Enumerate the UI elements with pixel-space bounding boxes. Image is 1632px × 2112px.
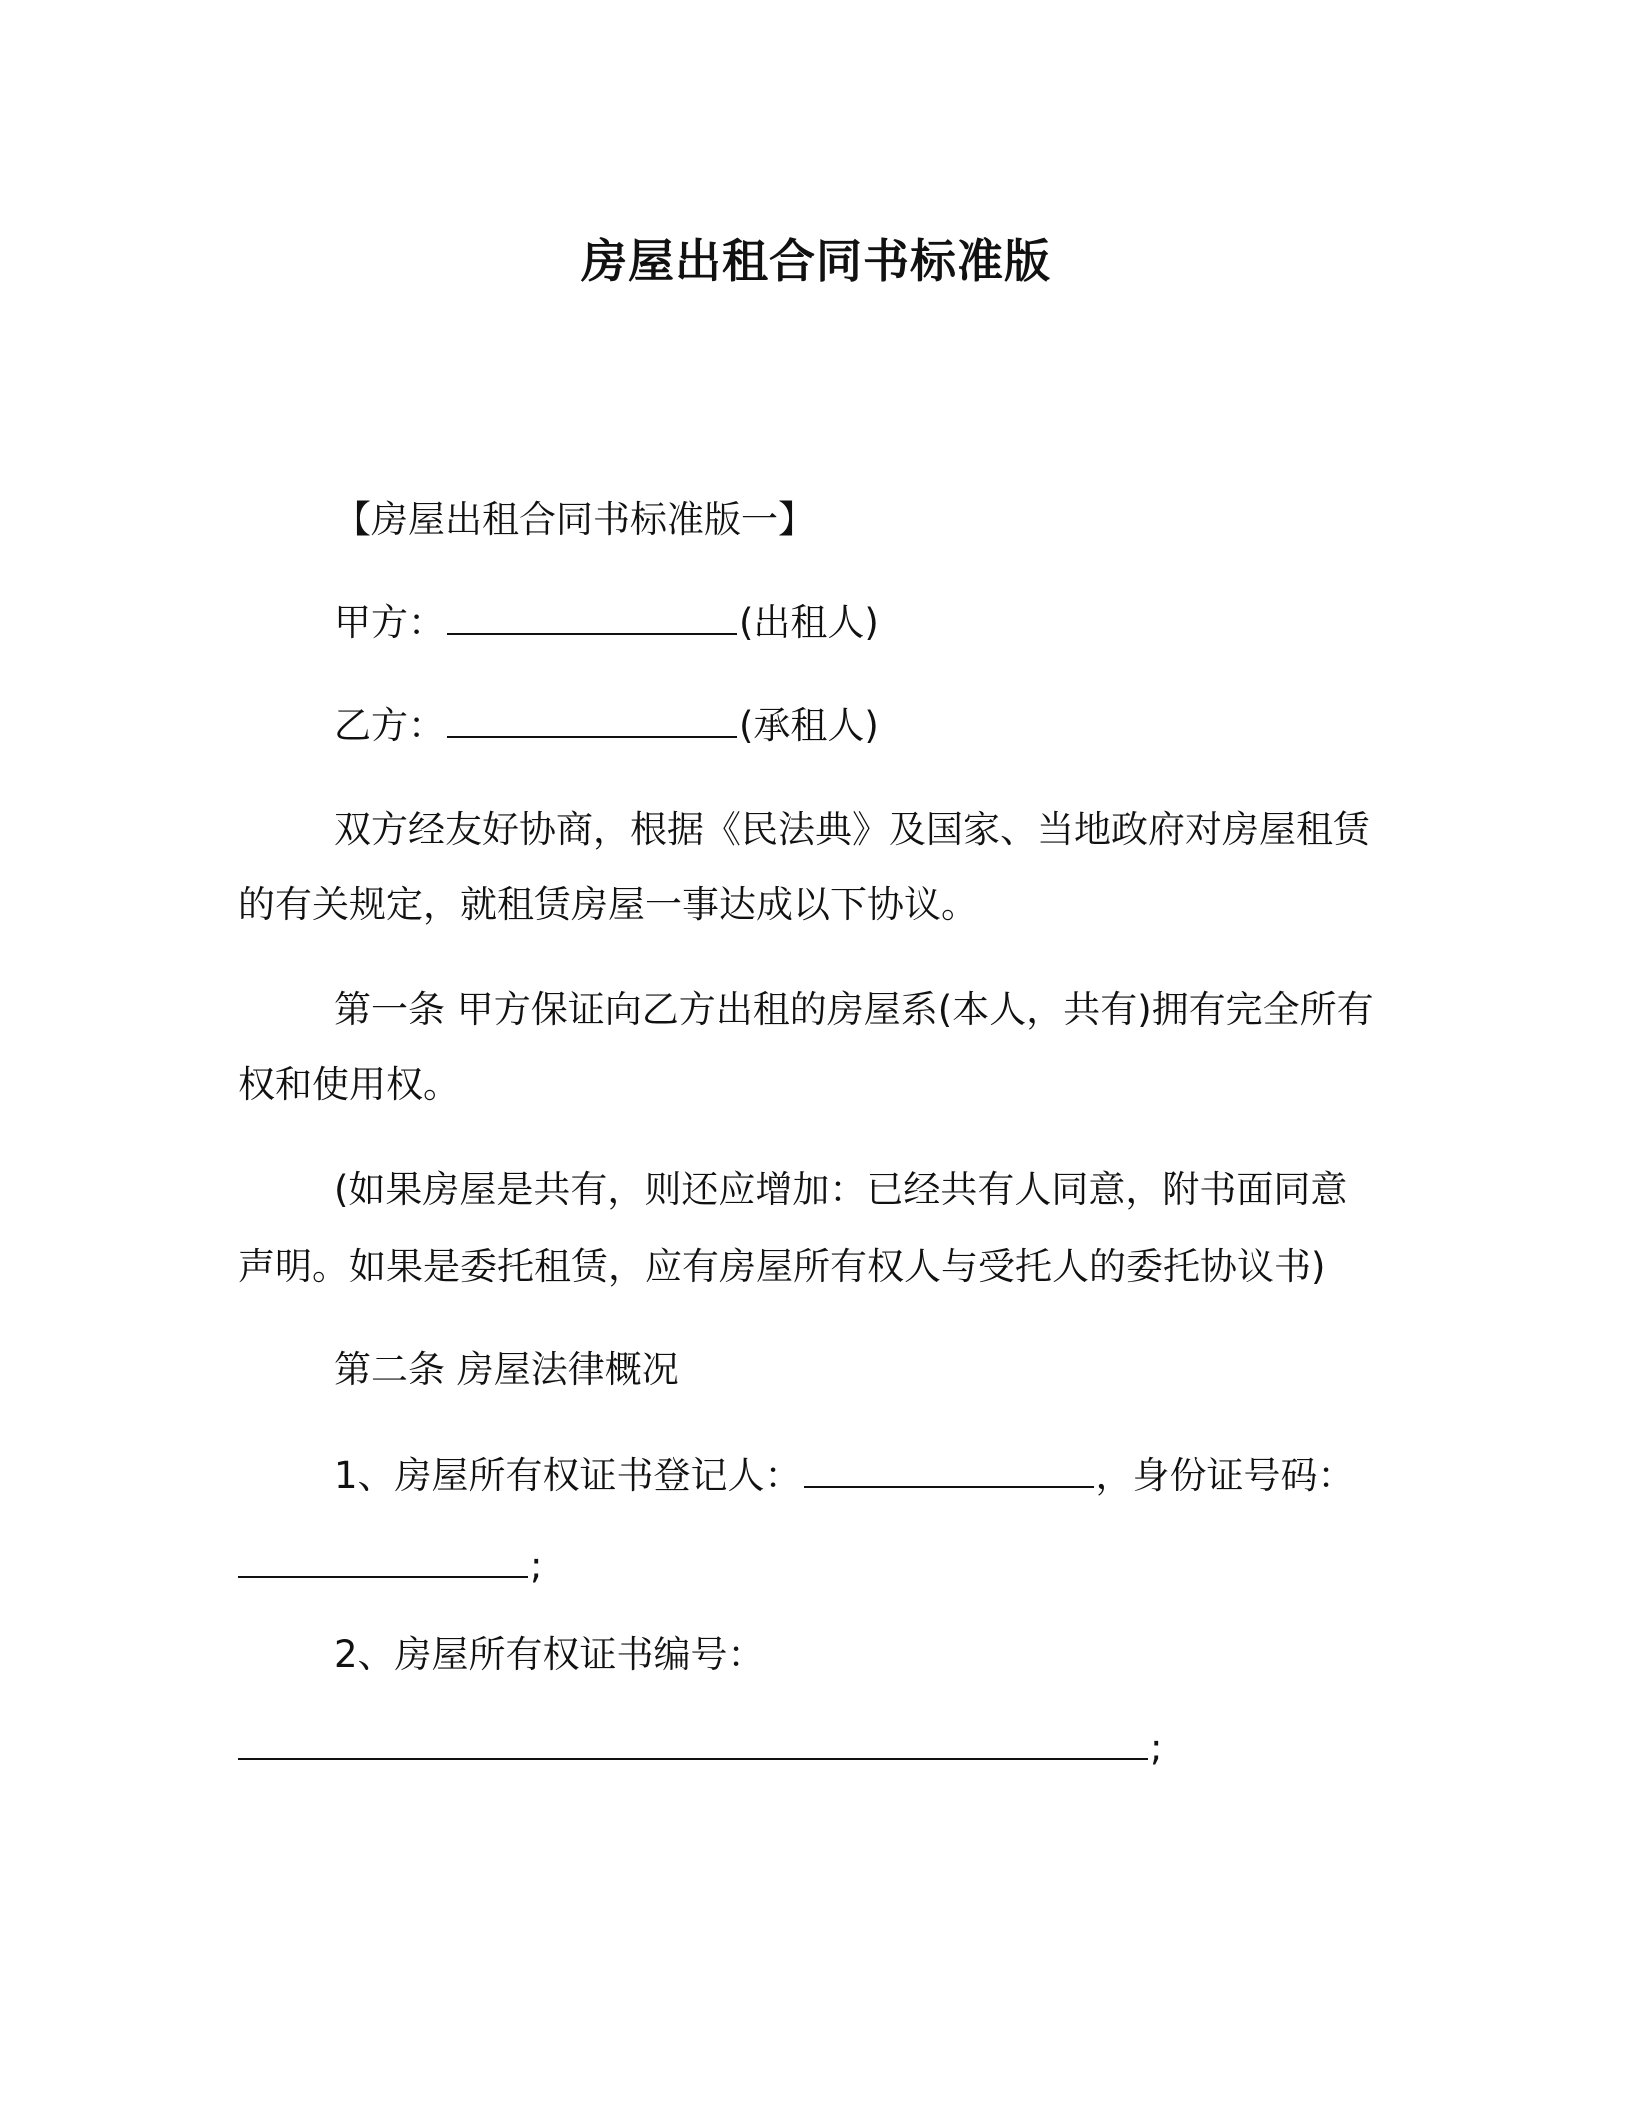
registrant-blank [804,1450,1094,1488]
party-b-role: (承租人) [739,704,879,747]
item1-end: ; [530,1544,543,1587]
item1-label: 1、房屋所有权证书登记人： [334,1454,802,1497]
document-title: 房屋出租合同书标准版 [581,234,1051,288]
party-a-role: (出租人) [739,601,879,644]
article1-line-1: 第一条 甲方保证向乙方出租的房屋系(本人，共有)拥有完全所有 [334,988,1374,1031]
party-a-label: 甲方： [334,601,445,644]
id-number-line [238,1540,542,1591]
certificate-number-line [238,1722,1162,1773]
note-line-1: (如果房屋是共有，则还应增加：已经共有人同意，附书面同意 [334,1168,1348,1211]
article1-line-2: 权和使用权。 [238,1063,460,1106]
certificate-number-blank [238,1722,1148,1760]
intro-line-1: 双方经友好协商，根据《民法典》及国家、当地政府对房屋租赁 [334,808,1370,851]
item2-end: ; [1150,1726,1163,1769]
party-b-label: 乙方： [334,704,445,747]
id-number-blank [238,1540,528,1578]
article2-item2-line: 2、房屋所有权证书编号： [334,1633,765,1676]
item1-id-label: ，身份证号码： [1095,1454,1355,1497]
intro-line-2: 的有关规定，就租赁房屋一事达成以下协议。 [238,883,978,926]
party-b-blank [447,700,737,738]
party-a-blank [447,597,737,635]
note-line-2: 声明。如果是委托租赁，应有房屋所有权人与受托人的委托协议书) [238,1245,1326,1288]
article2-item1-line [334,1450,1355,1501]
article2-heading: 第二条 房屋法律概况 [334,1348,679,1391]
party-a-line [334,597,879,648]
section-heading: 【房屋出租合同书标准版一】 [334,498,815,541]
party-b-line [334,700,879,751]
